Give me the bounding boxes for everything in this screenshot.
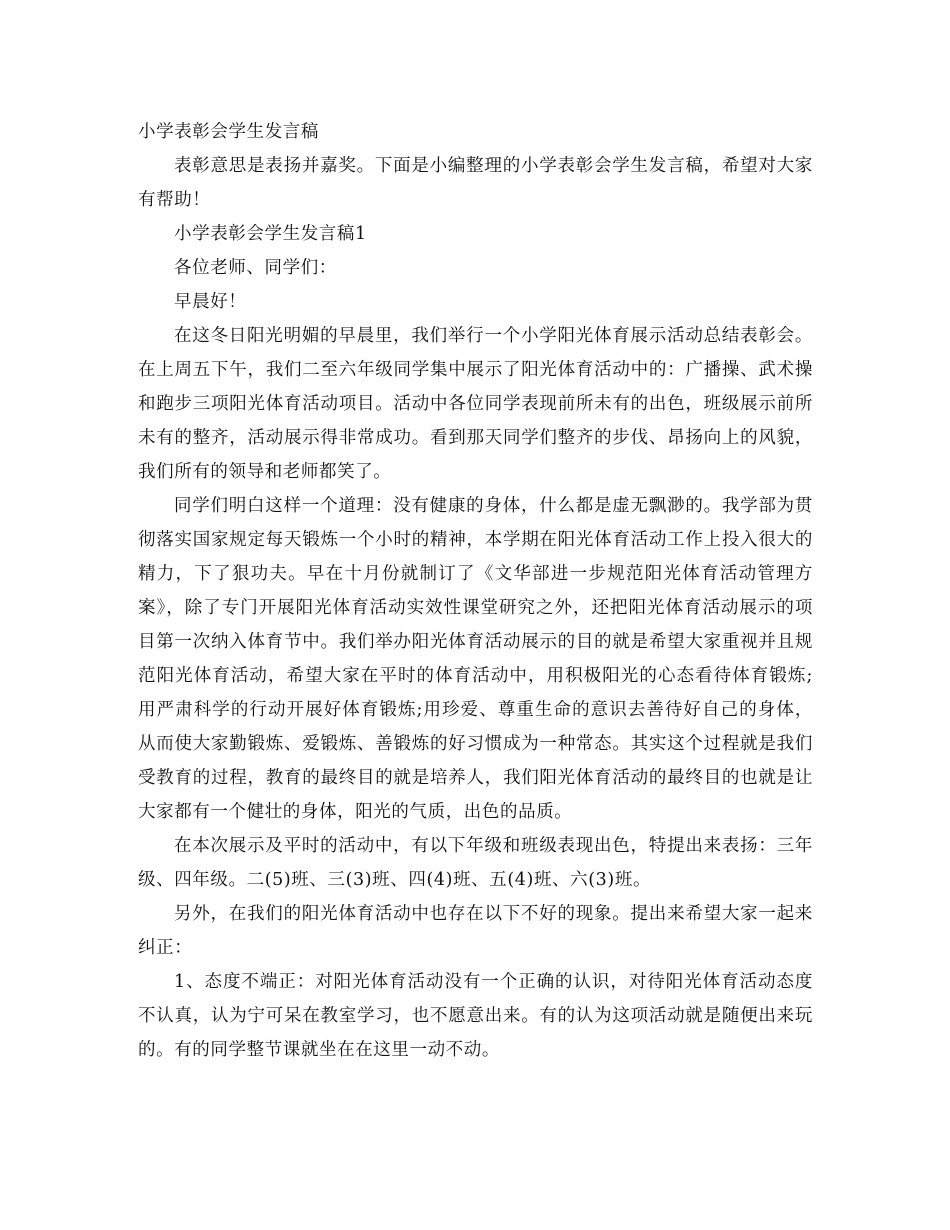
salutation: 各位老师、同学们：: [174, 258, 337, 278]
greeting: 早晨好！: [174, 292, 247, 312]
document-title: 小学表彰会学生发言稿: [138, 122, 319, 142]
document-body: [138, 115, 813, 1067]
section-heading: 小学表彰会学生发言稿1: [174, 224, 367, 244]
intro-paragraph: 表彰意思是表扬并嘉奖。下面是小编整理的小学表彰会学生发言稿，希望对大家有帮助！: [138, 156, 813, 210]
body-paragraph: 1、态度不端正：对阳光体育活动没有一个正确的认识，对待阳光体育活动态度不认真，认为宁可呆在教室学习，也不愿意出来。有的认为这项活动就是随便出来玩的。有的同学整节课就坐在在这里一动不动。: [138, 972, 813, 1060]
body-paragraph: 在本次展示及平时的活动中，有以下年级和班级表现出色，特提出来表扬：三年级、四年级。二(5)班、三(3)班、四(4)班、五(4)班、六(3)班。: [138, 836, 813, 890]
body-paragraph: 同学们明白这样一个道理：没有健康的身体，什么都是虚无飘渺的。我学部为贯彻落实国家规定每天锻炼一个小时的精神，本学期在阳光体育活动工作上投入很大的精力，下了狠功夫。早在十月份就制订了《文华部进一步规范阳光体育活动管理方案》，除了专门开展阳光体育活动实效性课堂研究之外，还把阳光体育活动展示的项目第一次纳入体育节中。我们举办阳光体育活动展示的目的就是希望大家重视并且规范阳光体育活动，希望大家在平时的体育活动中，用积极阳光的心态看待体育锻炼;用严肃科学的行动开展好体育锻炼;用珍爱、尊重生命的意识去善待好自己的身体，从而使大家勤锻炼、爱锻炼、善锻炼的好习惯成为一种常态。其实这个过程就是我们受教育的过程，教育的最终目的就是培养人，我们阳光体育活动的最终目的也就是让大家都有一个健壮的身体，阳光的气质，出色的品质。: [138, 496, 813, 822]
body-paragraph: 在这冬日阳光明媚的早晨里，我们举行一个小学阳光体育展示活动总结表彰会。在上周五下午，我们二至六年级同学集中展示了阳光体育活动中的：广播操、武术操和跑步三项阳光体育活动项目。活动中各位同学表现前所未有的出色，班级展示前所未有的整齐，活动展示得非常成功。看到那天同学们整齐的步伐、昂扬向上的风貌，我们所有的领导和老师都笑了。: [138, 326, 813, 482]
body-paragraph: 另外，在我们的阳光体育活动中也存在以下不好的现象。提出来希望大家一起来纠正：: [138, 904, 813, 958]
